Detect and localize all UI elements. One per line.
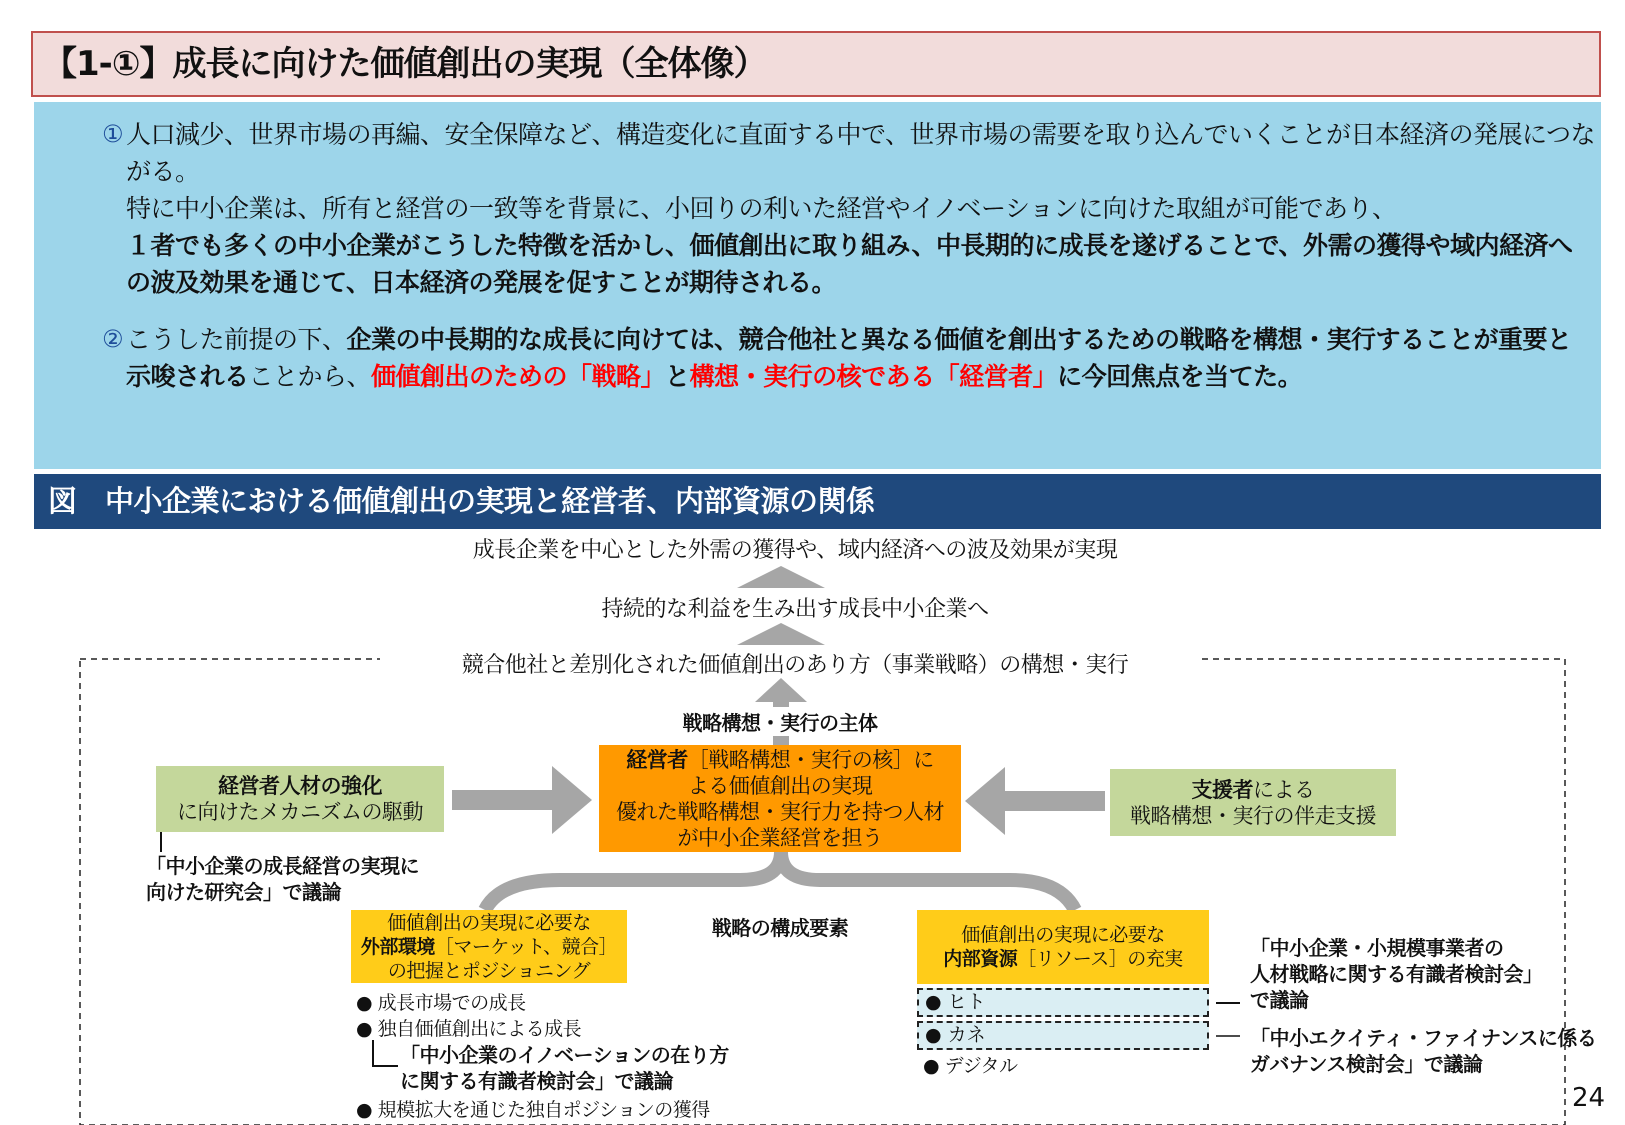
manager-box <box>599 745 961 852</box>
box-text: 価値創出の実現に必要な <box>387 911 591 934</box>
box-text: よる価値創出の実現 <box>687 773 873 798</box>
supporter-box <box>1110 769 1396 836</box>
box-title: 内部資源 <box>943 948 1018 970</box>
bullet-icon: ● <box>925 991 942 1013</box>
box-title: 支援者 <box>1191 777 1253 802</box>
highlight-manager: 構想・実行の核である「経営者」 <box>689 362 1058 391</box>
highlight-strategy: 価値創出のための「戦略」 <box>371 362 666 391</box>
note-line: で議論 <box>1250 988 1309 1012</box>
box-text: ［リソース］の充実 <box>1017 948 1183 970</box>
box-text: が中小企業経営を担う <box>677 825 883 850</box>
note-line: 「中小企業のイノベーションの在り方 <box>400 1043 729 1067</box>
bullet-icon: ● <box>356 992 373 1014</box>
summary-text: 特に中小企業は、所有と経営の一致等を背景に、小回りの利いた経営やイノベーションに向けた取組が可能であり、 <box>126 194 1397 223</box>
item-text: カネ <box>947 1024 986 1046</box>
external-item <box>356 990 526 1016</box>
resource-people <box>917 988 1209 1017</box>
box-text: 戦略構想・実行の伴走支援 <box>1130 803 1376 828</box>
note-line: 「中小企業・小規模事業者の <box>1250 936 1504 960</box>
box-text: 価値創出の実現に必要な <box>961 924 1165 946</box>
box-text: の把握とポジショニング <box>387 959 591 982</box>
item-text: 成長市場での成長 <box>377 992 526 1014</box>
box-text: 優れた戦略構想・実行力を持つ人材 <box>616 799 944 824</box>
bullet-icon: ● <box>923 1055 940 1077</box>
box-title: 経営者人材の強化 <box>218 774 382 798</box>
summary-bold-text: 企業の中長期的な成長に向けては、競合他社と異なる価値を創出するための戦略を構想・実行することが重要と示唆される <box>126 325 1572 391</box>
box-text: による <box>1253 777 1315 802</box>
summary-text: と <box>665 362 690 391</box>
actor-label: 戦略構想・実行の主体 <box>580 707 980 736</box>
up-arrow-icon <box>737 623 825 645</box>
item-text: デジタル <box>944 1055 1018 1077</box>
outcome-level-1: 成長企業を中心とした外需の獲得や、域内経済への波及効果が実現 <box>472 538 1118 563</box>
manager-talent-box <box>156 766 444 832</box>
summary-text: ことから、 <box>248 362 372 391</box>
note-line: 向けた研究会」で議論 <box>146 880 341 904</box>
page-title: 【1-①】成長に向けた価値創出の実現（全体像） <box>31 31 1601 97</box>
bullet-icon: ● <box>925 1024 942 1046</box>
manager-label: 経営者 <box>626 747 688 772</box>
up-arrow-icon <box>737 566 825 588</box>
note-line: 「中小企業の成長経営の実現に <box>146 854 419 878</box>
item-text: ヒト <box>947 991 986 1013</box>
box-text: ［マーケット、競合］ <box>434 935 618 958</box>
right-arrow-icon <box>552 766 592 834</box>
outcome-level-2: 持続的な利益を生み出す成長中小企業へ <box>601 597 989 622</box>
figure-title: 図 中小企業における価値創出の実現と経営者、内部資源の関係 <box>34 474 1601 529</box>
external-note <box>400 1042 729 1094</box>
summary-bold-text: １者でも多くの中小企業がこうした特徴を活かし、価値創出に取り組み、中長期的に成長を遂げることで、外需の獲得や域内経済への波及効果を通じて、日本経済の発展を促すことが期待される。 <box>126 231 1573 297</box>
resource-money <box>917 1021 1209 1050</box>
note-line: 「中小エクイティ・ファイナンスに係る <box>1250 1026 1597 1050</box>
summary-text: こうした前提の下、 <box>126 325 347 354</box>
summary-bold-text: に今回焦点を当てた。 <box>1057 362 1303 391</box>
bullet-icon: ● <box>356 1099 373 1121</box>
item-text: 規模拡大を通じた独自ポジションの獲得 <box>377 1099 710 1121</box>
item-text: 独自価値創出による成長 <box>377 1018 582 1040</box>
internal-resources-box <box>917 910 1209 984</box>
external-environment-box <box>351 910 627 983</box>
marker-2: ② <box>102 325 124 353</box>
left-arrow-shaft <box>1005 791 1105 811</box>
right-arrow-shaft <box>452 790 552 810</box>
box-text: ［戦略構想・実行の核］に <box>687 747 934 772</box>
box-text: に向けたメカニズムの駆動 <box>177 800 423 824</box>
note-line: ガバナンス検討会」で議論 <box>1250 1052 1483 1076</box>
box-title: 外部環境 <box>360 935 435 958</box>
resource-digital <box>923 1053 1018 1079</box>
page-number: 24 <box>1572 1083 1606 1113</box>
brace-connector <box>485 852 1075 910</box>
summary-text: 人口減少、世界市場の再編、安全保障など、構造変化に直面する中で、世界市場の需要を取り込んでいくことが日本経済の発展につながる。 <box>126 120 1596 186</box>
left-note <box>146 853 419 905</box>
external-item <box>356 1097 710 1123</box>
connector-line <box>373 1040 398 1066</box>
bullet-icon: ● <box>356 1018 373 1040</box>
internal-note-1 <box>1250 935 1543 1013</box>
outcome-level-3: 競合他社と差別化された価値創出のあり方（事業戦略）の構想・実行 <box>461 653 1129 678</box>
internal-note-2 <box>1250 1025 1596 1077</box>
note-line: に関する有識者検討会」で議論 <box>400 1069 673 1093</box>
external-item <box>356 1016 581 1042</box>
left-arrow-icon <box>965 767 1005 835</box>
elements-label: 戦略の構成要素 <box>711 916 849 940</box>
note-line: 人材戦略に関する有識者検討会」 <box>1250 962 1543 986</box>
up-arrow-icon <box>755 678 807 702</box>
marker-1: ① <box>102 120 124 148</box>
